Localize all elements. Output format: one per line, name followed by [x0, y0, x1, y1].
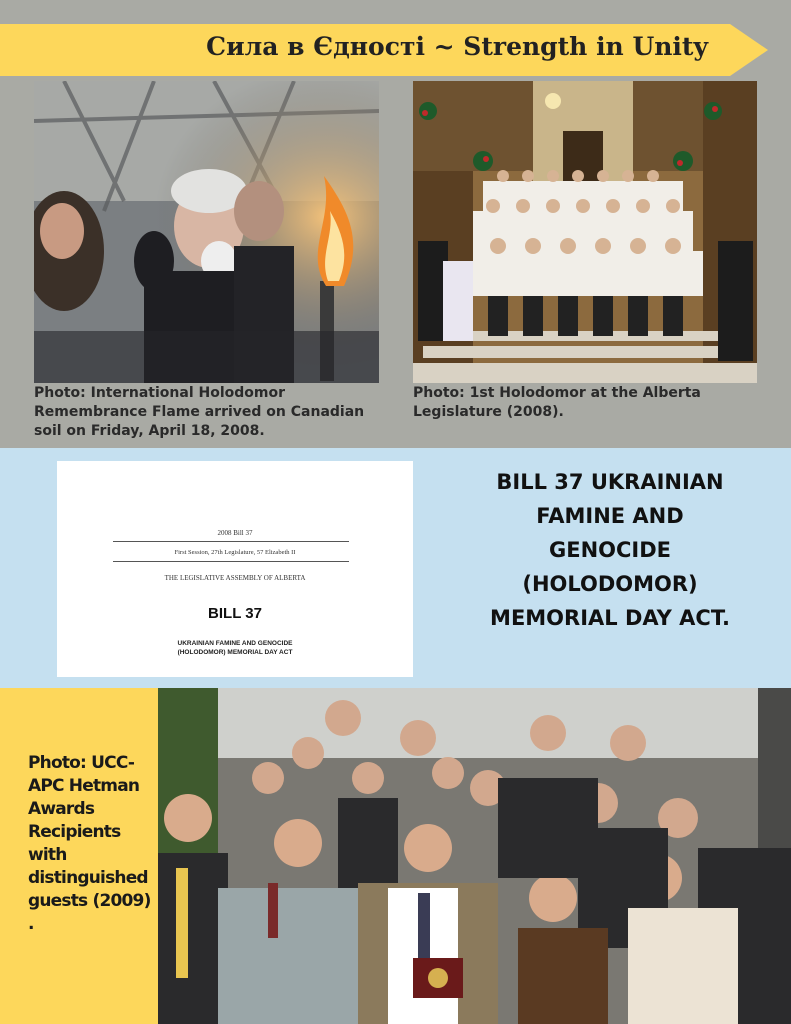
doc-subtitle-line1: UKRAINIAN FAMINE AND GENOCIDE: [177, 640, 293, 647]
photo-alberta-legislature: [413, 81, 757, 383]
doc-bill-label: BILL 37: [208, 605, 262, 622]
photo-hetman-awards: [158, 688, 791, 1024]
bill-document-image: [57, 461, 413, 677]
doc-assembly: THE LEGISLATIVE ASSEMBLY OF ALBERTA: [164, 574, 306, 582]
photo-caption-awards: Photo: UCC-APC Hetman Awards Recipients with distinguished guests (2009) .: [28, 753, 151, 934]
doc-subtitle: [57, 639, 413, 657]
bill-heading: BILL 37 UKRAINIAN FAMINE AND GENOCIDE (HOLODOMOR) MEMORIAL DAY ACT.: [490, 470, 730, 630]
doc-year-bill: 2008 Bill 37: [217, 529, 253, 537]
doc-rule: [113, 561, 349, 562]
photo-caption-legislature: Photo: 1st Holodomor at the Alberta Legislature (2008).: [413, 385, 701, 420]
doc-rule: [113, 541, 349, 542]
doc-subtitle-line2: (HOLODOMOR) MEMORIAL DAY ACT: [177, 649, 293, 656]
photo-remembrance-flame: [34, 81, 379, 383]
title-banner: [0, 24, 768, 76]
doc-session: First Session, 27th Legislature, 57 Elizabeth II: [174, 549, 296, 556]
photo-caption-flame: Photo: International Holodomor Remembrance Flame arrived on Canadian soil on Friday, April 18, 2008.: [34, 385, 365, 439]
banner-title: Сила в Єдності ~ Strength in Unity: [206, 32, 708, 61]
